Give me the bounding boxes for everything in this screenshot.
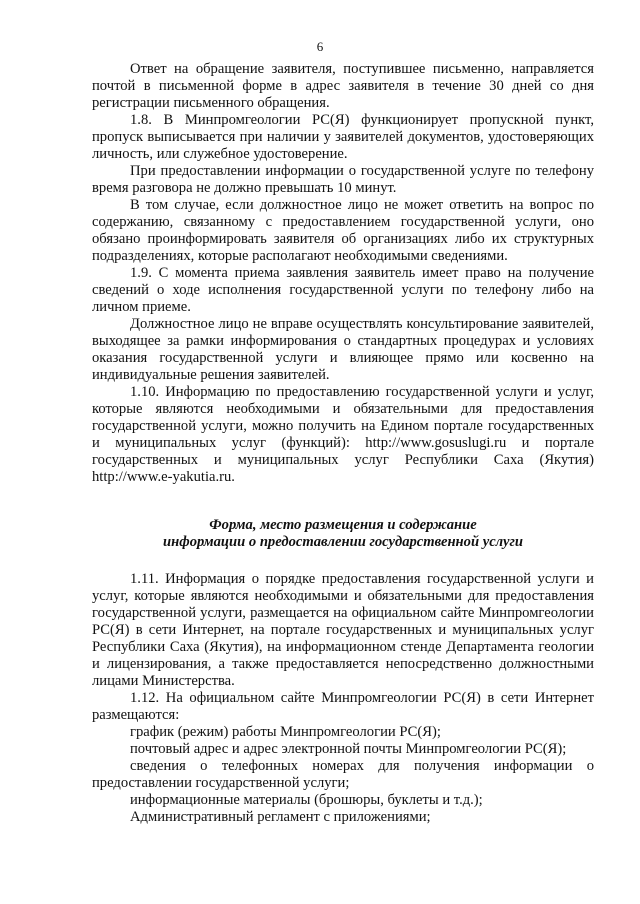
paragraph: 1.11. Информация о порядке предоставления государственной услуги и услуг, которые являются необходимыми и обязательными для предоставления государственной услуги, размещается на официальном сайте Минпромгеологии РС(Я) в сети Интернет, на портале государственных и муниципальных услуг Республики Саха (Якутия), на информационном стенде Департамента геологии и лицензирования, а также предоставляется непосредственно должностными лицами Министерства. xyxy=(92,571,594,689)
paragraph: Должностное лицо не вправе осуществлять консультирование заявителей, выходящее за рамки информирования о стандартных процедурах и условиях оказания государственной услуги и влияющее прямо или косвенно на индивидуальные решения заявителей. xyxy=(92,316,594,383)
list-item: график (режим) работы Минпромгеологии РС(Я); xyxy=(130,724,441,740)
document-body xyxy=(92,61,594,826)
paragraph: 1.12. На официальном сайте Минпромгеологии РС(Я) в сети Интернет размещаются: xyxy=(92,690,594,723)
paragraph: При предоставлении информации о государственной услуге по телефону время разговора не должно превышать 10 минут. xyxy=(92,163,594,196)
paragraph: 1.10. Информацию по предоставлению государственной услуги и услуг, которые являются необходимыми и обязательными для предоставления государственной услуги, можно получить на Едином портале государственных и муниципальных услуг (функций): http://www.gosuslugi.ru и портале государственных и муниципальных услуг Республики Саха (Якутия) http://www.e-yakutia.ru. xyxy=(92,384,594,485)
list-item: почтовый адрес и адрес электронной почты Минпромгеологии РС(Я); xyxy=(130,741,567,757)
list-item: сведения о телефонных номерах для получения информации о предоставлении государственной услуги; xyxy=(92,758,594,791)
list-item: Административный регламент с приложениями; xyxy=(130,809,431,825)
page-number: 6 xyxy=(316,39,324,54)
paragraph: Ответ на обращение заявителя, поступившее письменно, направляется почтой в письменной форме в адрес заявителя в течение 30 дней со дня регистрации письменного обращения. xyxy=(92,61,594,111)
section-heading-line: Форма, место размещения и содержание xyxy=(209,517,477,533)
section-heading xyxy=(92,517,594,551)
list-item: информационные материалы (брошюры, буклеты и т.д.); xyxy=(130,792,483,808)
paragraph: 1.8. В Минпромгеологии РС(Я) функционирует пропускной пункт, пропуск выписывается при наличии у заявителей документов, удостоверяющих личность, или служебное удостоверение. xyxy=(92,112,594,162)
paragraph: 1.9. С момента приема заявления заявитель имеет право на получение сведений о ходе исполнения государственной услуги по телефону либо на личном приеме. xyxy=(92,265,594,315)
section-heading-line: информации о предоставлении государственной услуги xyxy=(163,534,523,550)
paragraph: В том случае, если должностное лицо не может ответить на вопрос по содержанию, связанному с предоставлением государственной услуги, оно обязано проинформировать заявителя об организациях либо их структурных подразделениях, которые располагают необходимыми сведениями. xyxy=(92,197,594,264)
